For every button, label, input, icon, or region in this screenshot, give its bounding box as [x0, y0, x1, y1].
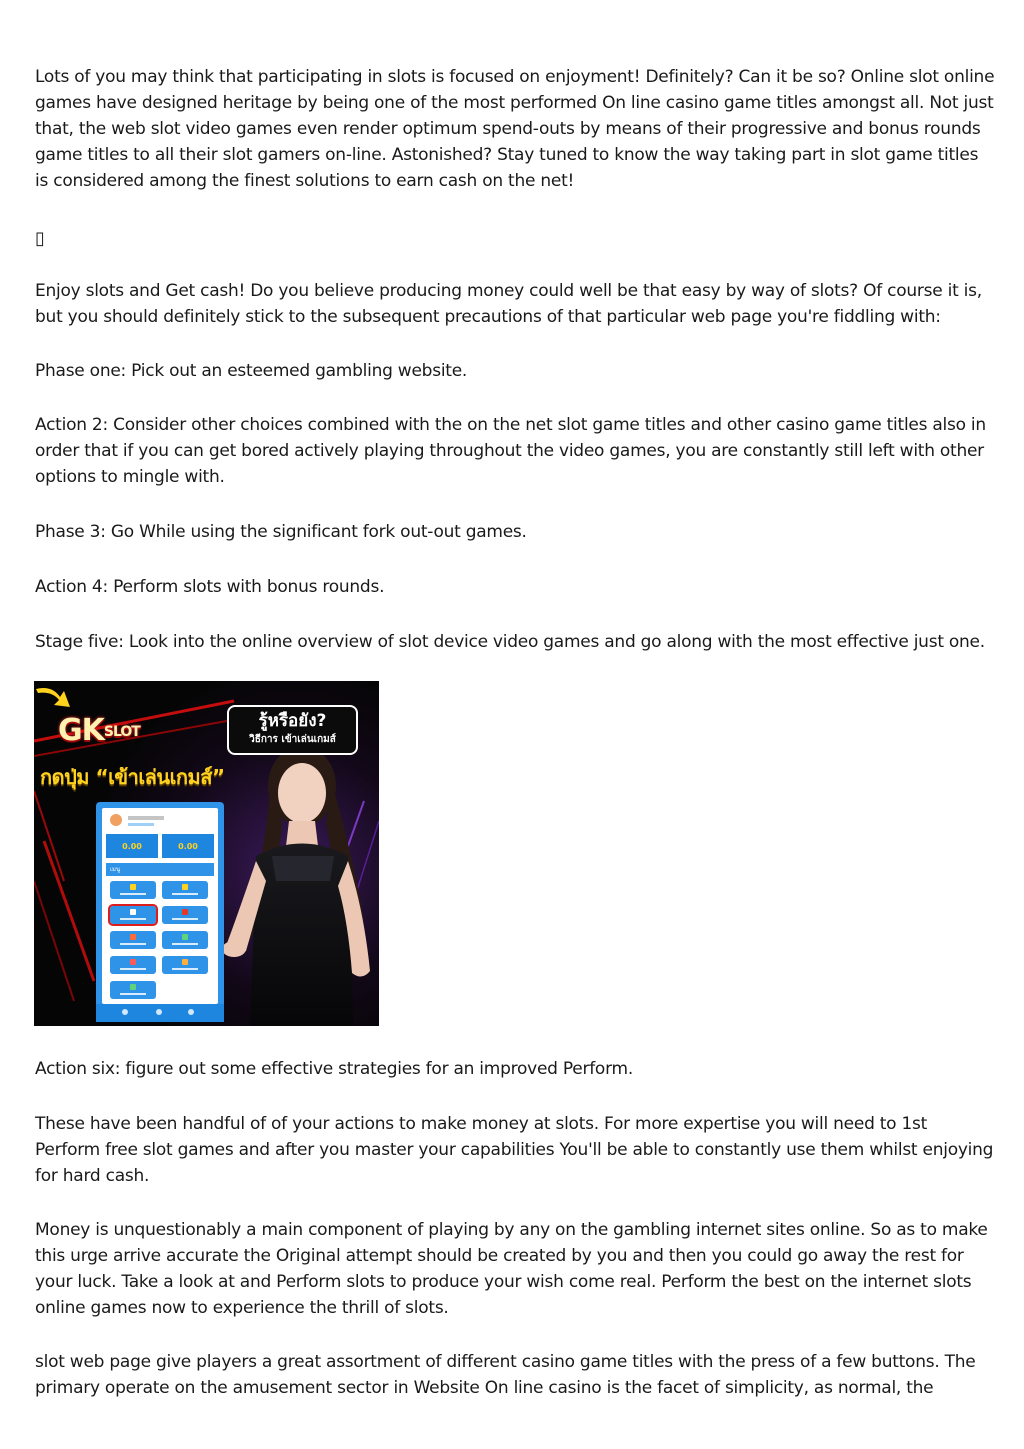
- username-placeholder: [128, 816, 164, 820]
- paragraph-step-5: Stage five: Look into the online overview of slot device video games and go along with the most effective just one.: [35, 632, 985, 652]
- menu-tile: [162, 931, 208, 949]
- user-id-placeholder: [128, 823, 154, 826]
- paragraph-step-2: Action 2: Consider other choices combined with the on the net slot game titles and other casino game titles also in order that if you can get bored actively playing throughout the video games, you are constantly still left with other options to mingle with.: [35, 415, 986, 487]
- gk-slot-logo: GKSLOT: [58, 713, 140, 748]
- menu-tile: [162, 881, 208, 899]
- paragraph-slot-web-page: slot web page give players a great assortment of different casino game titles with the press of a few buttons. The primary operate on the amusement sector in Website On line casino is the facet of simplicity, as normal, the: [35, 1352, 976, 1398]
- paragraph-step-1: Phase one: Pick out an esteemed gambling website.: [35, 361, 468, 381]
- bubble-title: รู้หรือยัง?: [258, 711, 327, 731]
- balance-box-2: [162, 834, 214, 858]
- balance-value-2: 0.00: [178, 842, 198, 851]
- face-shape: [278, 763, 326, 823]
- paragraph-step-3: Phase 3: Go While using the significant fork out-out games.: [35, 522, 527, 542]
- paragraph-intro: Lots of you may think that participating in slots is focused on enjoyment! Definitely? Can it be so? Online slot online games have designed heritage by being one of the most performed On line casino game titles amongst all. Not just that, the web slot video games even render optimum spend-outs by means of their progressive and bonus rounds game titles to all their slot gamers on-line. Astonished? Stay tuned to know the way taking part in slot game titles is considered among the finest solutions to earn cash on the net!: [35, 67, 995, 191]
- phone-bottom-nav: [96, 1004, 224, 1022]
- menu-tile-play-game: [110, 906, 156, 924]
- balance-box-1: [106, 834, 158, 858]
- yellow-arrow-icon: [34, 681, 74, 711]
- promo-speech-bubble: [227, 705, 358, 755]
- menu-tile: [110, 881, 156, 899]
- promo-headline: กดปุ่ม “เข้าเล่นเกมส์”: [40, 765, 225, 789]
- missing-glyph: ▯: [35, 228, 45, 249]
- paragraph-money: Money is unquestionably a main component of playing by any on the gambling internet sites online. So as to make this urge arrive accurate the Original attempt should be created by you and then you could go away the rest for your luck. Take a look at and Perform slots to produce your wish come real. Perform the best on the internet slots online games now to experience the thrill of slots.: [35, 1220, 988, 1318]
- menu-tile: [110, 956, 156, 974]
- phone-app-mockup: [96, 802, 224, 1022]
- paragraph-enjoy-slots: Enjoy slots and Get cash! Do you believe producing money could well be that easy by way of slots? Of course it is, but you should definitely stick to the subsequent precautions of that particular web page you're fiddling with:: [35, 281, 982, 327]
- paragraph-actions: These have been handful of of your actions to make money at slots. For more expertise you will need to 1st Perform free slot games and after you master your capabilities You'll be able to constantly use them whilst enjoying for hard cash.: [35, 1114, 994, 1186]
- menu-bar: เมนู: [106, 863, 214, 876]
- phone-screen: [102, 808, 218, 1004]
- bubble-subtitle: วิธีการ เข้าเล่นเกมส์: [249, 734, 336, 745]
- avatar: [110, 814, 122, 826]
- promo-image: [34, 681, 379, 1026]
- menu-tile: [110, 931, 156, 949]
- paragraph-step-4: Action 4: Perform slots with bonus rounds.: [35, 577, 385, 597]
- menu-tile: [110, 981, 156, 999]
- paragraph-step-6: Action six: figure out some effective strategies for an improved Perform.: [35, 1059, 633, 1079]
- menu-tile: [162, 906, 208, 924]
- menu-tile: [162, 956, 208, 974]
- balance-value-1: 0.00: [122, 842, 142, 851]
